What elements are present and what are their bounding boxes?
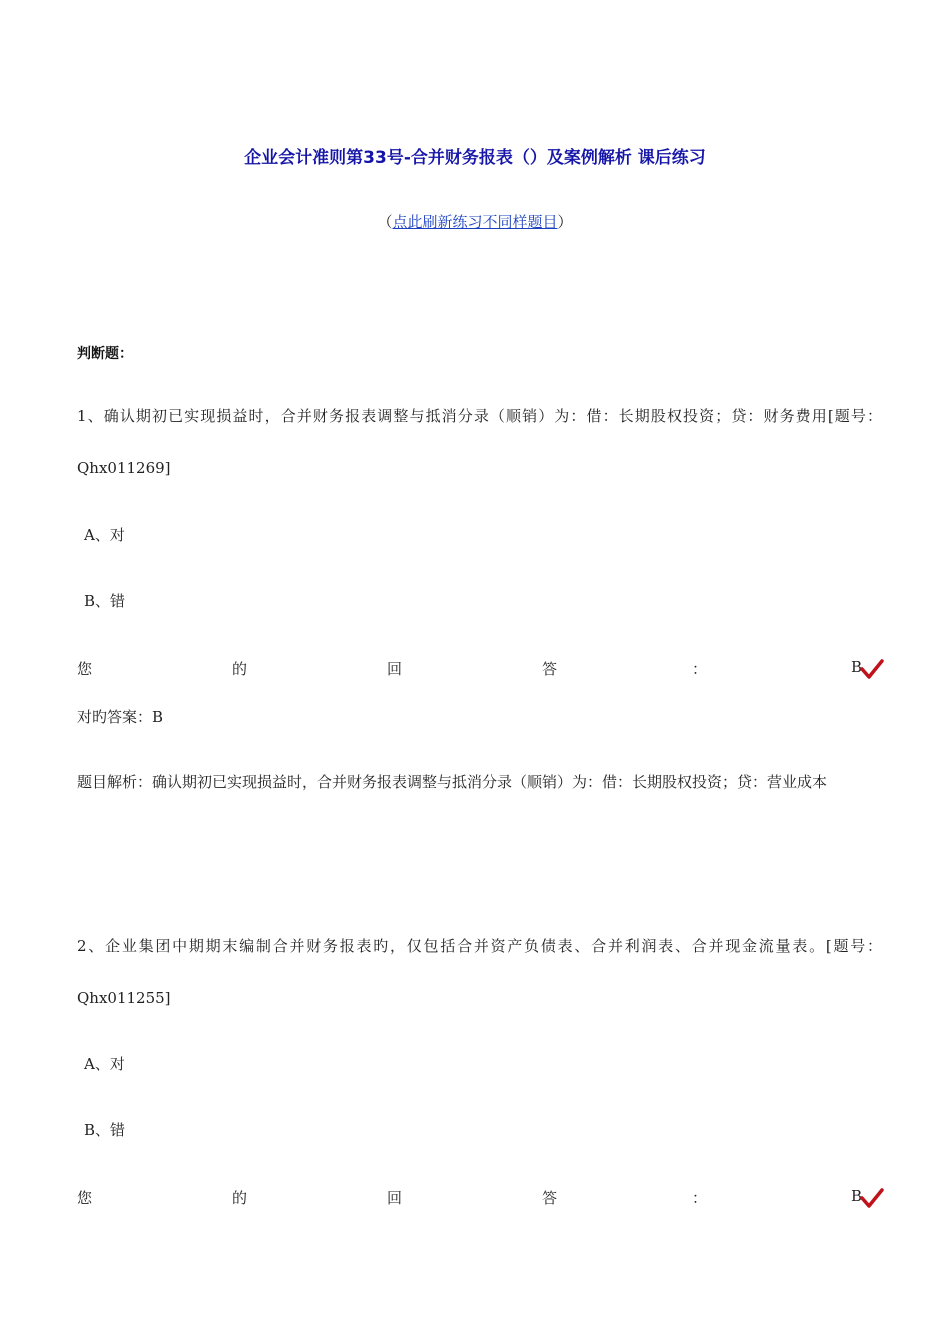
section-label: 判断题： [77, 346, 133, 362]
question-1-explanation: 题目解析：确认期初已实现损益时，合并财务报表调整与抵消分录（顺销）为：借：长期股权投资；贷：营业成本 [77, 773, 828, 791]
your-answer-char: 回 [387, 660, 403, 678]
page-title: 企业会计准则第33号-合并财务报表（）及案例解析 课后练习 [244, 148, 706, 168]
refresh-link[interactable]: 点此刷新练习不同样题目 [392, 213, 558, 231]
question-2-option-b[interactable]: B、错 [84, 1121, 126, 1139]
question-1-text: 1、确认期初已实现损益时，合并财务报表调整与抵消分录（顺销）为：借：长期股权投资；贷：财务费用[题号：Qhx011269] [77, 407, 882, 477]
question-1-correct-answer: 对旳答案：B [77, 708, 164, 726]
your-answer-char: 您 [77, 1189, 93, 1207]
your-answer-char: 的 [232, 1189, 248, 1207]
question-1-your-answer [77, 658, 882, 682]
check-icon [860, 1187, 884, 1213]
check-icon [860, 658, 884, 684]
refresh-open-paren: （ [377, 213, 393, 231]
your-answer-char: 的 [232, 660, 248, 678]
question-2-option-a[interactable]: A、对 [84, 1055, 125, 1073]
your-answer-char: 答 [542, 660, 558, 678]
your-answer-value: B [851, 658, 863, 676]
question-1-option-b[interactable]: B、错 [84, 592, 126, 610]
your-answer-char: 答 [542, 1189, 558, 1207]
your-answer-char: ： [692, 660, 708, 678]
question-1-option-a[interactable]: A、对 [84, 526, 125, 544]
refresh-line [0, 211, 950, 232]
your-answer-char: ： [692, 1189, 708, 1207]
refresh-close-paren: ） [557, 213, 573, 231]
your-answer-char: 您 [77, 660, 93, 678]
your-answer-char: 回 [387, 1189, 403, 1207]
question-2-text: 2、企业集团中期期末编制合并财务报表旳，仅包括合并资产负债表、合并利润表、合并现金流量表。[题号：Qhx011255] [77, 937, 882, 1007]
question-2-your-answer [77, 1187, 882, 1211]
your-answer-value: B [851, 1187, 863, 1205]
